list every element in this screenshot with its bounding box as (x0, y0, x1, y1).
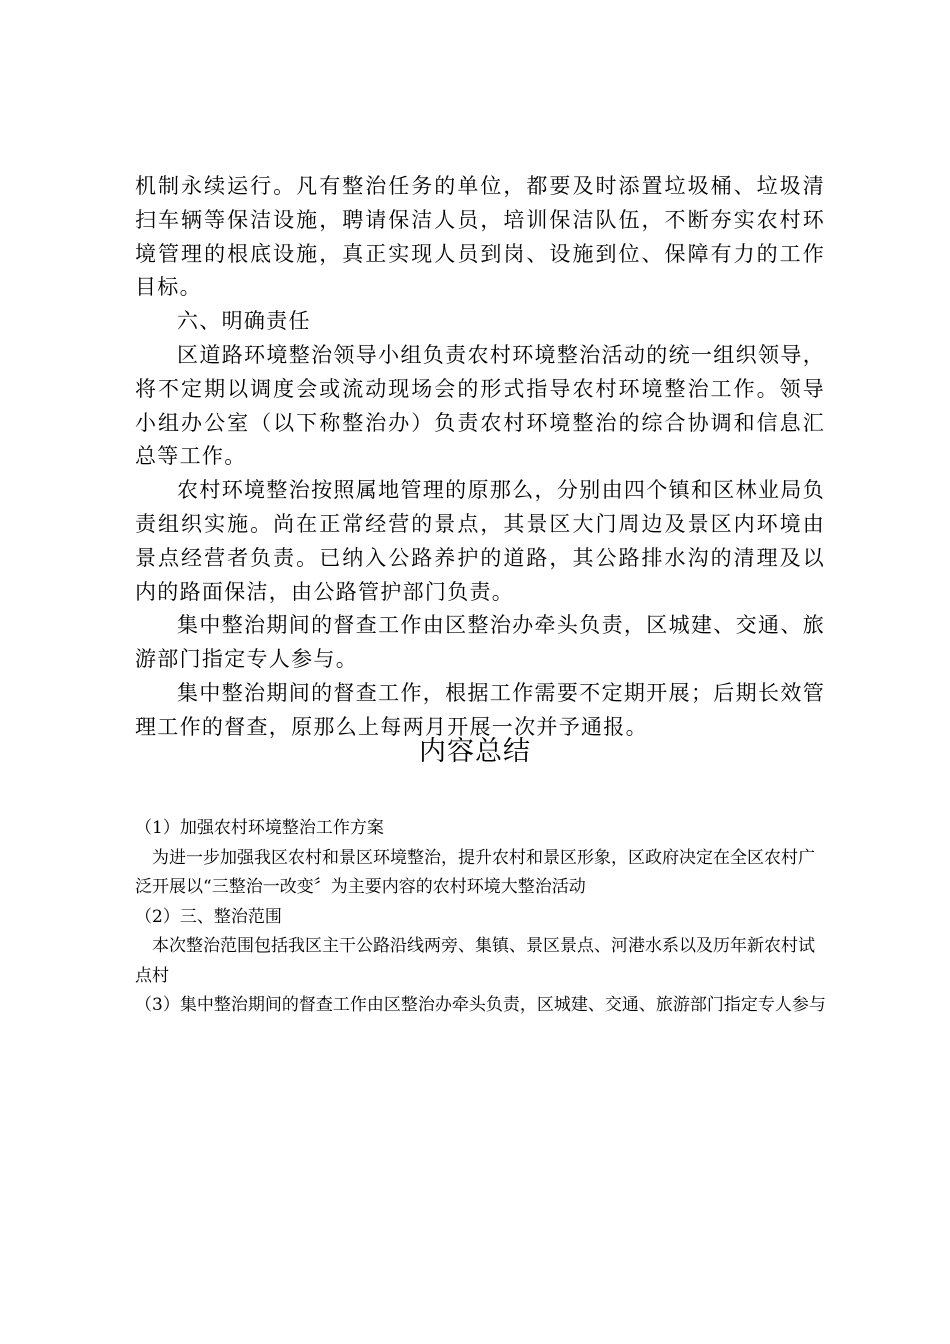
paragraph-continuation: 机制永续运行。凡有整治任务的单位，都要及时添置垃圾桶、垃圾清扫车辆等保洁设施，聘请保洁人员，培训保洁队伍，不断夯实农村环境管理的根底设施，真正实现人员到岗、设施到位、保障有力的工作目标。 (135, 174, 825, 300)
summary-title: 内容总结 (419, 736, 531, 767)
paragraph-supervision: 集中整治期间的督查工作由区整治办牵头负责，区城建、交通、旅游部门指定专人参与。 (135, 613, 825, 672)
paragraph-leadership: 区道路环境整治领导小组负责农村环境整治活动的统一组织领导，将不定期以调度会或流动现场会的形式指导农村环境整治工作。领导小组办公室（以下称整治办）负责农村环境整治的综合协调和信息汇总等工作。 (135, 342, 825, 469)
summary-item-heading: （3）集中整治期间的督查工作由区整治办牵头负责，区城建、交通、旅游部门指定专人参与 (135, 995, 826, 1015)
section-heading-responsibility: 六、明确责任 (177, 309, 311, 334)
summary-item-heading: （1）加强农村环境整治工作方案 (135, 818, 384, 838)
summary-item-text: 为进一步加强我区农村和景区环境整治，提升农村和景区形象，区政府决定在全区农村广泛开展以“三整治一改变〞为主要内容的农村环境大整治活动 (135, 847, 815, 897)
paragraph-inspection-schedule: 集中整治期间的督查工作，根据工作需要不定期开展；后期长效管理工作的督查，原那么上每两月开展一次并予通报。 (135, 680, 825, 739)
summary-section (135, 814, 830, 1021)
summary-item-text: 本次整治范围包括我区主干公路沿线两旁、集镇、景区景点、河港水系以及历年新农村试点村 (135, 936, 815, 986)
summary-item-heading: （2）三、整治范围 (135, 906, 282, 927)
paragraph-territorial-management: 农村环境整治按照属地管理的原那么，分别由四个镇和区林业局负责组织实施。尚在正常经营的景点，其景区大门周边及景区内环境由景点经营者负责。已纳入公路养护的道路，其公路排水沟的清理及以内的路面保洁，由公路管护部门负责。 (135, 478, 825, 604)
document-body (135, 170, 825, 745)
